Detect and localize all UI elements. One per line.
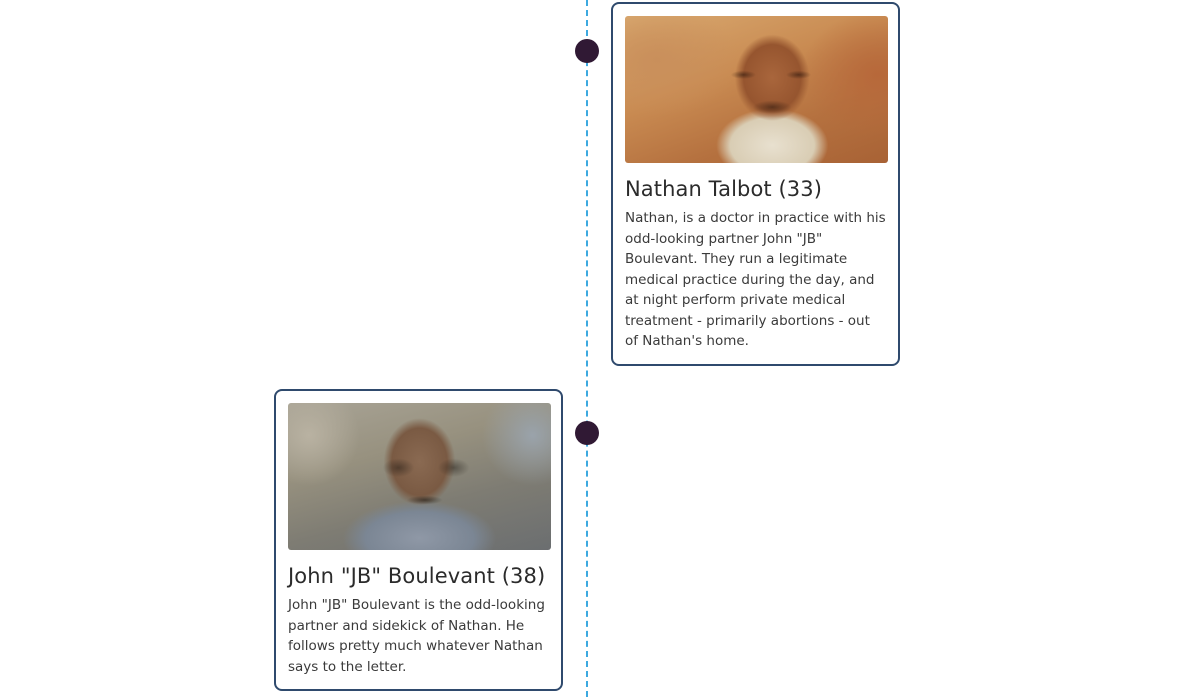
character-card-nathan-talbot[interactable] (611, 2, 900, 366)
timeline-marker-nathan[interactable] (575, 39, 599, 63)
character-card-john-jb-boulevant[interactable] (274, 389, 563, 691)
character-photo-nathan-talbot (625, 16, 888, 163)
character-name-john-jb-boulevant: John "JB" Boulevant (38) (288, 564, 546, 588)
character-description-nathan-talbot: Nathan, is a doctor in practice with his odd-looking partner John "JB" Boulevant. They run a legitimate medical practice during the day, and at night perform private medical treatment - primarily abortions - out of Nathan's home. (625, 210, 886, 350)
character-name-nathan-talbot: Nathan Talbot (33) (625, 177, 823, 201)
timeline-axis (586, 0, 588, 697)
character-photo-john-jb-boulevant (288, 403, 551, 550)
timeline-marker-john[interactable] (575, 421, 599, 445)
character-description-john-jb-boulevant: John "JB" Boulevant is the odd-looking partner and sidekick of Nathan. He follows pretty much whatever Nathan says to the letter. (288, 597, 545, 675)
